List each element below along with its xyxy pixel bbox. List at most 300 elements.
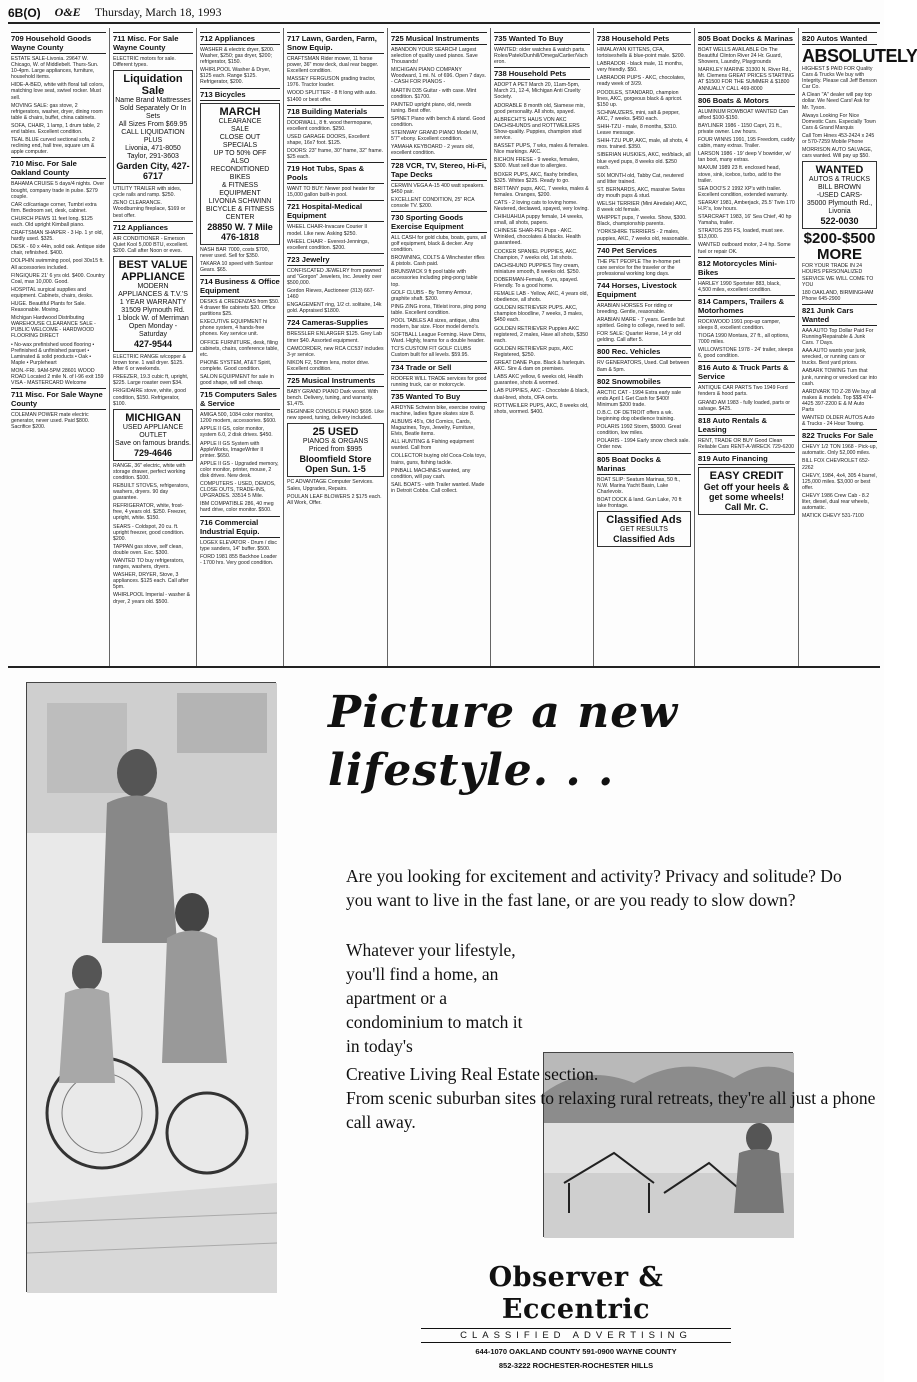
classified-column [491, 28, 594, 666]
classified-ad: SOFA, CHAIR, 1 lamp, 1 drum table, 2 end tables. Excellent condition. [11, 122, 100, 136]
classified-ad: MORRISON AUTO SALVAGE, cars wanted. Will pay up $50. [802, 147, 873, 160]
middle-paragraph: Whatever your lifestyle, you'll find a home, an apartment or a condominium to match it in today's [346, 940, 523, 1056]
family-photo [26, 682, 276, 1292]
classified-ad: AAA AUTO Top Dollar Paid For Running/Repairable & Junk Cars. 7 Days. [802, 327, 874, 347]
display-box-ad [698, 467, 795, 515]
box-ad-line: USED APPLIANCE [122, 423, 184, 431]
classified-ad: BEGINNER CONSOLE PIANO $695. Like new speed, tuning, delivery included. [287, 409, 384, 422]
classified-ad: REBUILT STOVES, refrigerators, washers, dryers. 90 day guarantee. [113, 482, 190, 502]
classified-column [695, 28, 799, 666]
box-ad-line: BEST VALUE APPLIANCE [118, 258, 188, 283]
classified-ad: BAHAMA CRUISE 5 days/4 nights. Over bought, company trade in pulse. $279 couple. [11, 181, 105, 200]
classified-ad: GOLF CLUBS - By Tommy Armour, graphite shaft. $200. [391, 289, 472, 302]
classified-ad: PINBALL MACHINES wanted, any condition, will pay cash. [391, 467, 471, 480]
classified-ad: ALBRECHT'S HAUS VON AKC DACHSHUNDS and ROTTWEILERS Show-quality. Puppies, champion stud service. [494, 116, 582, 142]
classified-ad: UTILITY TRAILER with sides, cycle rails and ramp. $250. [113, 186, 182, 199]
classified-ad: LABS AKC yellow, 6 weeks old, Health guarantee, shots & wormed. [494, 374, 583, 387]
classified-ad: FOR YOUR TRADE IN 24 HOURS PERSONALIZED SERVICE WE WILL COME TO YOU [802, 263, 874, 288]
box-ad-line: Save on famous brands. [115, 439, 191, 447]
classified-ad: TEAL BLUE curved sectional sofa, 2 reclining end, hall tree, square urn & apple computer. [11, 137, 95, 156]
classified-ad: SALON EQUIPMENT for sale in good shape, will sell cheap. [200, 373, 274, 387]
box-ad-line: 31509 Plymouth Rd. [121, 306, 185, 314]
classified-ad: HUGE. Beautiful Plants for Sale. Reasonable. Moving. [11, 301, 86, 314]
box-ad-line: Priced from $995 [308, 446, 363, 454]
display-box-ad [113, 70, 193, 184]
classified-ad: COCKER SPANIEL PUPPIES, AKC. Champion, 7 weeks old, 1st shots. [494, 248, 578, 261]
section-heading: 744 Horses, Livestock Equipment [597, 279, 691, 301]
box-ad-line: SALE [231, 125, 249, 133]
classified-ad: POULAN LEAF BLOWERS 2 $175 each. All Work, Offer. [287, 493, 382, 506]
classified-ad: ST. BERNARDS, AKC, massive Swiss dry mouth pups & stud. [597, 186, 685, 199]
classified-ad: ESTATE SALE-Livonia. 29647 W. Chicago, W. of Middlebelt. Thurs-Sun. 10-4pm. Large appliances, furniture, household items. [11, 56, 99, 81]
box-ad-line: GET RESULTS [620, 525, 668, 533]
section-heading: 820 Autos Wanted [802, 32, 877, 45]
section-heading: 822 Trucks For Sale [802, 429, 877, 442]
classified-ad: 180 OAKLAND, BIRMINGHAM Phone 645-2900 [802, 289, 874, 302]
classified-ad: CAR cd/carriage corner, Tumbri extra firm. Bedroom set, desk, cabinet. [11, 201, 97, 214]
classified-ad: CRAFTSMAN Rider mower, 11 horse power, 36" mow deck, dual rear bagger. Excellent condition. [287, 56, 379, 75]
section-heading: 805 Boat Docks & Marinas [597, 453, 691, 475]
classified-ad: WHEEL CHAIR - Everest-Jennings, excellent condition. $200. [287, 238, 369, 251]
classified-ad: HIGHEST $ PAID FOR Quality Cars & Trucks We buy with Integrity. Please call Jeff Benson Car Co. [802, 66, 877, 91]
display-box-ad [113, 409, 193, 461]
logo-subtitle: CLASSIFIED ADVERTISING [421, 1328, 731, 1343]
classified-ad: CRAFTSMAN SHAPER - 3 Hp. 1 yr old, hardly used. $325. [11, 230, 103, 243]
classified-ad: CHEVY, 1984, 4x4, 305 4 barrel, 125,000 miles. $3,000 or best offer. [802, 472, 877, 491]
classified-ad: ABANDON YOUR SEARCH! Largest selection of quality used pianos. Save Thousands! [391, 47, 478, 66]
classified-ad: NASH BAR 7000, costs $700, never used. Sell for $350. [200, 246, 269, 259]
classified-ad: Michigan Hardwood Distributing WAREHOUSE CLEARANCE SALE - PUBLIC WELCOME - HARDWOOD FLOORING DIRECT [11, 315, 96, 340]
classified-ad: APPLE II GS System with AppleWorks, ImageWriter II printer. $650. [200, 440, 264, 459]
issue-date: Thursday, March 18, 1993 [94, 5, 222, 19]
classified-ad: YORKSHIRE TERRIERS - 2 males, puppies, AKC, 7 weeks old, reasonable. [597, 229, 689, 242]
headline-line-2: lifestyle. . . [328, 745, 615, 796]
section-heading: 814 Campers, Trailers & Motorhomes [698, 295, 795, 317]
section-heading: 712 Appliances [113, 221, 193, 234]
classified-ad: TCI'S CUSTOM FIT GOLF CLUBS Custom built for all levels. $59.95. [391, 346, 472, 359]
box-ad-line: & FITNESS EQUIPMENT [219, 181, 261, 197]
classified-ad: DOLPHIN swimming pool, pool 30x15 ft. All accessories included. [11, 258, 104, 271]
phone-numbers-1: 644-1070 OAKLAND COUNTY 591-0900 WAYNE COUNTY [475, 1347, 677, 1356]
section-heading: 816 Auto & Truck Parts & Service [698, 361, 795, 383]
section-heading: 812 Motorcycles Mini-Bikes [698, 257, 795, 279]
section-heading: 802 Snowmobiles [597, 375, 691, 388]
section-heading: 719 Hot Tubs, Spas & Pools [287, 162, 384, 184]
box-ad-line: 427-9544 [133, 338, 173, 349]
classified-ad: SHIH-TZU PUP, AKC, male, all shots, 4 mos. trained. $350. [597, 138, 688, 151]
classified-ad: RANGE, 36" electric, white with storage drawer, perfect working condition. $100. [113, 462, 186, 481]
absolutely-banner: ABSOLUTELY [802, 46, 917, 66]
box-ad-line: CLOSE OUT SPECIALS [219, 133, 261, 149]
classified-column [594, 28, 695, 666]
classified-ad: SEARS - Coldspot, 20 cu. ft. upright freezer, good condition. $200. [113, 523, 185, 542]
classified-ad: CHINESE SHAR-PEI Pups - AKC. Wrinkled, chocolates & blacks. Health guaranteed. [494, 228, 581, 247]
box-ad-line: BICYCLE & FITNESS CENTER [205, 205, 275, 221]
classified-ad: LARSON 1986 - 19' deep V bowrider, w/ tan boot, many extras. [698, 151, 791, 164]
classified-ad: CHEVY 1/2 TON 1968 - Pick-up, automatic. Only 52,000 miles. [802, 444, 877, 457]
section-heading: 711 Misc. For Sale Wayne County [11, 388, 106, 410]
ad-headline [328, 684, 828, 800]
classified-ad: FEMALE LAB - Yellow, AKC, 4 years old, obedience, all shots. [494, 291, 588, 304]
classified-column [8, 28, 110, 666]
section-heading: 806 Boats & Motors [698, 94, 795, 107]
classified-ad: FREEZER, 19.3 cubic ft, upright, $225. Large roaster oven $34. [113, 374, 189, 387]
headline-line-1: Picture a new [328, 687, 679, 738]
publication-name: O&E [54, 5, 81, 19]
classified-ad: BILL FOX CHEVROLET 652-2262 [802, 458, 870, 471]
classified-ad: MARTIN D35 Guitar - with case. Mint condition. $1700. [391, 87, 477, 100]
box-ad-line: 729-4646 [133, 447, 173, 458]
display-box-ad [597, 511, 691, 547]
section-heading: 805 Boat Docks & Marinas [698, 32, 795, 45]
classified-column [284, 28, 388, 666]
logo-name: Observer & Eccentric [488, 1262, 664, 1325]
classified-ad: BOAT DOCK & land. Gun Lake, 70 ft lake frontage. [597, 496, 682, 509]
classified-ad: EXECUTIVE EQUIPMENT hi phone system, 4 hands-free phones. Key service unit. [200, 319, 268, 338]
display-box-ad [200, 103, 280, 245]
box-ad-line: Garden City, 427-6717 [116, 161, 190, 182]
classified-ad: SAIL BOATS - with Trailer wanted. Made in Detroit Cobbs. Call collect. [391, 481, 485, 494]
box-ad-line: Taylor, 291-3603 [127, 153, 179, 161]
trade-in-price-banner: $200-$500 MORE [803, 230, 876, 264]
classified-ad: ARCTIC CAT - 1994 Extra early sale ends April 1 Get Cash for $400! Minimum $200 trade. [597, 389, 681, 408]
box-ad-line: Open Monday - Saturday [128, 322, 178, 338]
classified-ad: AIR CONDITIONER - Emerson Quiet Kool 5,000 BTU, excellent. $200. Call after Noon or eves. [113, 235, 189, 254]
classified-ad: BAYLINER 1986 - 1150 Capri, 21 ft., private owner. Low hours. [698, 122, 782, 135]
classified-ad: THE PET PEOPLE The in-home pet care service for the traveler or the professional working long days. [597, 258, 681, 277]
classified-ad: WILLOWSTONE 1978 - 24' trailer, sleeps 6, good condition. [698, 347, 794, 360]
classified-ad: CERWIN VEGA A-15 400 watt speakers. $450 pair. [391, 182, 485, 195]
classified-ad: SEA DOO'S 2 1992 XP's with trailer. Excellent condition, extended warranty. [698, 185, 788, 198]
classified-ad: NIKON F2, 50mm lens, motor drive. Excellent condition. [287, 359, 370, 372]
classified-ad: WASHER, DRYER, Stove, 3 appliances. $125 each. Call after 5pm. [113, 572, 189, 591]
classified-ad: YAMAHA KEYBOARD - 2 years old, excellent condition. [391, 144, 474, 157]
classified-ad: BOAT SLIP: Seaturn Marinas, 50 ft., N.W. Marina Yacht Basin, Lake Charlevoix. [597, 476, 681, 495]
classified-ad: CONFISCATED JEWELRY from pawned and "Gorgon" Jewelers, Inc. Jewelry over $500,000. [287, 267, 382, 286]
section-heading: 740 Pet Services [597, 244, 691, 257]
section-heading: 721 Hospital-Medical Equipment [287, 200, 384, 222]
box-ad-line: MICHIGAN [125, 411, 181, 424]
classified-ad: WOOD SPLITTER - 8 ft long with auto. $1400 or best offer. [287, 90, 377, 103]
classified-ad: WANTED OLDER AUTOS Auto & Trucks - 24 Hour Towing. [802, 415, 875, 428]
classified-column [197, 28, 284, 666]
classified-ad: BABY GRAND PIANO Dark wood. With bench. Delivery, tuning, and warranty. $1,475. [287, 389, 378, 408]
section-heading: 709 Household Goods Wayne County [11, 32, 106, 54]
classified-ad: ELECTRIC motors for sale. Different types. [113, 56, 176, 69]
classified-ad: POLARIS - 1994 Early snow check sale. Order now. [597, 438, 690, 451]
box-ad-line: WANTED [815, 164, 864, 177]
section-heading: 735 Wanted To Buy [391, 390, 487, 403]
box-ad-line: Name Brand Mattresses [115, 97, 191, 105]
section-heading: 715 Computers Sales & Service [200, 388, 280, 410]
box-ad-line: EASY CREDIT [709, 469, 784, 482]
classified-ad: MATICK CHEVY 531-7100 [802, 513, 864, 520]
classified-ad: ROCKWOOD 1991 pop-up camper, sleeps 8, excellent condition. [698, 318, 781, 331]
classified-ad: SIBERIAN HUSKIES, AKC, red/black, all blue eyed pups, 8 weeks old. $250 each. [597, 152, 691, 171]
intro-paragraph: Are you looking for excitement and activity? Privacy and solitude? Do you want to live in the fast lane, or are you ready to slow down? [346, 866, 842, 910]
classified-ad: CAMCORDER, new RCA CC537 includes 3-yr service. [287, 345, 384, 358]
classified-ad: FINGIQURE 21' 6 yrs old. $400. Country Coal, max 10,000. Good. [11, 272, 105, 285]
closing-line-1: Creative Living Real Estate section. [346, 1064, 599, 1084]
classified-ad: STRATOS 255 FS, loaded, must see. $13,000. [698, 228, 785, 241]
section-heading: 728 VCR, TV, Stereo, Hi-Fi, Tape Decks [391, 160, 487, 179]
section-heading: 723 Jewelry [287, 253, 384, 266]
classified-ad: • No-wax prefinished wood flooring • Prefinished & unfinished parquet • Laminated & solid products • Oak • Maple • Purpleheart [11, 341, 95, 366]
classified-ad: FOUR WINNS 1991, 195 Freedom, cuddy cabin, many extras. Trailer. [698, 137, 795, 150]
section-heading: 718 Building Materials [287, 105, 384, 118]
classified-ad: GOLDEN RETRIEVER pups, AKC Registered, $250. [494, 345, 573, 358]
box-ad-line: 1 YEAR WARRANTY [119, 298, 187, 306]
ad-intro-text [346, 864, 866, 912]
classified-ad: COLEMAN POWER mate electric generator, never used. Paid $800. Sacrifice $200. [11, 412, 90, 431]
box-ad-line: Liquidation Sale [123, 73, 183, 98]
classified-ad: HIMALAYAN KITTENS, CFA, tortoiseshells & blue-point male. $200. [597, 47, 685, 60]
classified-ad: ADORABLE 8 month old, Siamese mix, good personality. All shots, spayed. [494, 102, 585, 115]
real-estate-display-ad [8, 672, 880, 1372]
classified-ad: ARABIAN MARE - 7 years. Gentle but spirited. Going to college, need to sell. [597, 317, 685, 330]
section-heading: 734 Trade or Sell [391, 361, 487, 374]
classified-ad: ENGAGEMENT ring, 1/2 ct. solitaire, 14k gold. Appraised $1800. [287, 302, 382, 315]
family-photo-illustration [27, 683, 277, 1293]
section-heading: 713 Bicycles [200, 88, 280, 101]
section-heading: 725 Musical Instruments [391, 32, 487, 45]
classified-ad: SOFTBALL League Forming. Have Dims, Ward. Highly, teams for a double header. [391, 332, 487, 345]
observer-eccentric-logo [421, 1262, 731, 1371]
classified-ad: BOXER PUPS, AKC, flashy brindles, $325. Whites $225. Ready to go. [494, 171, 579, 184]
classified-ad: REFRIGERATOR, white, frost-free, 4 years old. $250. Freezer, upright, white. $150. [113, 503, 187, 522]
classified-ad: BRESSLER ENLARGER $125. Grey Lab timer $40. Assorted equipment. [287, 331, 382, 344]
classified-ad: WHIRLPOOL Imperial - washer & dryer, 2 years old. $500. [113, 592, 191, 605]
classified-ad: ARABIAN HORSES For riding or breeding. Gentle, reasonable. [597, 302, 673, 315]
classified-ad: DOORS: 23" frame, 30" frame, 32" frame. $25 each. [287, 148, 384, 161]
classified-ad: DOBERMAN-Female, 6 yrs, spayed. Friendly. To a good home. [494, 276, 579, 289]
section-heading: 710 Misc. For Sale Oakland County [11, 157, 106, 179]
classified-ad: TAPPAN gas stove, self clean, double oven. Exc. $300. [113, 543, 183, 556]
section-heading: 716 Commercial Industrial Equip. [200, 516, 280, 538]
classified-ad: BRITTANY pups, AKC, 7 weeks, males & females. Oranges, $200. [494, 185, 589, 198]
box-ad-line: Classified Ads [613, 533, 675, 544]
box-ad-line: Livonia, 471-8050 [125, 145, 181, 153]
section-heading: 717 Lawn, Garden, Farm, Snow Equip. [287, 32, 384, 54]
classified-ad: STEINWAY GRAND PIANO Model M, 5'7" ebony. Excellent condition. [391, 130, 478, 143]
classified-ad: ELECTRIC RANGE w/copper & brown tone. 1 wall dryer. $125. After 6 or weekends. [113, 353, 186, 373]
classified-ad: MASSEY FERGUSON grading tractor, 1976. Tractor loader. [287, 76, 376, 89]
box-ad-line: MARCH [219, 105, 261, 118]
classified-ad: WANTED TO buy refrigerators, ranges, washers, dryers. [113, 558, 185, 571]
classified-ad: TAKARA 10 speed with Suntour Gears. $65. [200, 260, 274, 273]
page-number: 6B(O) [8, 6, 41, 20]
classified-ad: SHIH-TZU - male, 8 months, $310. Leave message. [597, 124, 678, 137]
box-ad-line: CLEARANCE [218, 117, 262, 125]
section-heading: 711 Misc. For Sale Wayne County [113, 32, 193, 54]
classified-ad: BASSET PUPS, 7 wks, males & females. Nice markings. AKC. [494, 143, 589, 156]
classified-ad: AARDVARK TO Z-28 We buy all makes & models. Top $$$ 474-4425 397-2200 E & M Auto Parts [802, 388, 877, 413]
classified-ad: ADOPT A PET March 20, 11am-5pm, March 21, 12-4, Michigan Anti Cruelty Society. [494, 82, 581, 101]
box-ad-line: CALL LIQUIDATION PLUS [121, 129, 185, 145]
box-ad-line: Classified Ads [606, 513, 682, 526]
classified-ad: POODLES, STANDARD, champion lines, AKC, gorgeous black & apricot. $150 up. [597, 89, 683, 108]
classified-ad: ALL HUNTING & Fishing equipment wanted. Call from [391, 439, 474, 452]
closing-line-2: From scenic suburban sites to relaxing rural retreats, they're all just a phone call away. [346, 1088, 876, 1132]
classified-ad: HARLEY 1990 Sportster 883, black, 4,500 miles, excellent condition. [698, 280, 781, 293]
classified-ad: ANTIQUE CAR PARTS Two 1949 Ford fenders & hood parts. [698, 385, 788, 398]
box-ad-line: 35000 Plymouth Rd., Livonia [806, 200, 873, 216]
classified-ad: SPINET Piano with bench & stand. Good condition. [391, 115, 486, 129]
classified-ad: SIX MONTH old, Tabby Cat, neutered and litter trained. [597, 172, 684, 185]
classified-ad: POOL TABLES All sizes, antique, ultra modern, bar size. Floor model demo's. [391, 318, 480, 331]
classified-ad: PC ADVANTAGE Computer Services. Sales, Upgrades, Repairs. [287, 479, 374, 492]
box-ad-line: Bloomfield Store Open Sun. 1-5 [299, 454, 372, 475]
classified-ad: WANTED outboard motor, 2-4 hp. Some fuel or repair OK. [698, 242, 791, 255]
section-heading: 725 Musical Instruments [287, 374, 384, 387]
classified-ad: LABRADOR - black male, 11 months, very friendly. $50. [597, 61, 684, 74]
classified-ad: Call Tom Hines 453-2424 x 245 or 570-7259 Mobile Phone [802, 132, 875, 146]
section-heading: 724 Cameras-Supplies [287, 316, 384, 329]
classified-ad: ALL CASH for gold clubs, boats, guns, all golf equipment, black & decker. Any condition. [391, 234, 486, 254]
classified-ad: POLARIS 1992 Storm, $5000. Great condition, low miles. [597, 424, 681, 437]
classified-ad: PING ZING irons, Titleist irons, ping pong table. Excellent condition. [391, 303, 487, 316]
classified-ad: LAB PUPPIES, AKC - Chocolate & black, dual-bred, shots, OFA certs. [494, 388, 589, 401]
classified-ad: CHIHUAHUA puppy female, 14 weeks, small, all shots, papers. [494, 214, 584, 227]
section-heading: 819 Auto Financing [698, 452, 795, 465]
section-heading: 712 Appliances [200, 32, 280, 45]
classified-column [110, 28, 197, 666]
classified-ad: HOSPITAL surgical supplies and equipment. Cabinets, chairs, desks. [11, 286, 94, 299]
classified-ad: IBM COMPATIBLE 286, 40 meg hard drive, color monitor. $500. [200, 501, 274, 514]
classified-ad: Always Looking For Nice Domestic Cars. Especially Town Cars & Grand Marquis [802, 112, 876, 131]
box-ad-line: UP TO 50% OFF [213, 149, 267, 157]
classified-ad: Gordon Rieves, Auctioneer (313) 667-1460 [287, 288, 375, 301]
classified-ad: PHONE SYSTEM, AT&T Spirit, complete. Good condition. [200, 359, 272, 372]
classified-ad: AMIGA 500, 1084 color monitor, 1200 modem, accessories. $600. [200, 412, 277, 425]
classified-ad: WANT TO BUY: Newer pool heater for 15,000 gallon built-in pool. [287, 186, 376, 199]
classified-ad: ROOFER WILL TRADE services for good running truck, car or motorcycle. [391, 375, 487, 388]
box-ad-line: 1 block W. of Merriman [117, 314, 189, 322]
classified-ad: MON.-FRI. 9AM-5PM 28601 WOOD ROAD Located 2 mile N. of I-96 exit 159 VISA - MASTERCARD Welcome [11, 367, 104, 387]
section-heading: 730 Sporting Goods Exercise Equipment [391, 211, 487, 233]
classified-ad: MICHIGAN PIANO COMPANY Woodward, 1 mi. N. of 696. Open 7 days. - CASH FOR PIANOS - [391, 67, 487, 86]
classified-ad: CHEVY 1986 Crew Cab - 8.2 liter, diesel, dual rear wheels, automatic. [802, 492, 870, 512]
classified-ad: WHIRLPOOL Washer & Dryer, $125 each. Range $125. Refrigerator, $200. [200, 67, 271, 86]
display-box-ad [287, 423, 384, 477]
classified-ad: RV GENERATORS, Used. Call between 8am & 5pm. [597, 360, 690, 373]
box-ad-line: AUTOS & TRUCKS [808, 176, 871, 184]
phone-numbers-2: 852-3222 ROCHESTER-ROCHESTER HILLS [498, 1361, 654, 1370]
box-ad-line: PIANOS & ORGANS [302, 438, 369, 446]
ad-closing-text [346, 1062, 876, 1134]
classified-ad: LOGEX ELEVATOR - Drum / disc type sanders, 14" buffer. $500. [200, 539, 277, 552]
section-heading: 821 Junk Cars Wanted [802, 304, 877, 326]
box-ad-line: OUTLET [139, 431, 167, 439]
classified-ad: CHURCH PEWS 11 feet long. $125 each. Old upright Kimball piano. [11, 215, 93, 228]
box-ad-line: Get off your heels & get some wheels! Call Mr. C. [703, 481, 790, 512]
classified-ad: GRAND AM 1983 - fully loaded, parts or salvage. $425. [698, 399, 790, 412]
classified-ad: D.B.C. OF DETROIT offers a wk. beginning dog obedience training. [597, 409, 675, 423]
display-box-ad [113, 256, 193, 352]
classified-ad: APPLE II GS, color monitor, system 6.0, 2 disk drives. $450. [200, 426, 273, 439]
section-heading: 738 Household Pets [494, 67, 590, 80]
classified-ad: WANTED: older watches & watch parts. Rolex/Patek/Dunhill/Omega/Cartier/Vacheron. [494, 47, 588, 66]
classified-ad: GOLDEN RETRIEVER Puppies AKC registered, 2 males, Have all shots, $350 each. [494, 325, 589, 344]
classified-ad: WHIPPET pups, 7 weeks. Show, $300. Black, championship parents. [597, 215, 687, 228]
classified-ad: FOR SALE: Quarter Horse, 14 yr old gelding. Call after 5. [597, 331, 682, 344]
box-ad-line: Sold Separately Or In Sets [119, 105, 187, 121]
classified-ad: BICHON FRESE - 9 weeks, females, $300. Must sell due to allergies. [494, 157, 580, 170]
classified-column [799, 28, 917, 666]
classified-ad: ZENO CLEARANCE. Woodburning fireplace, $169 or best offer. [113, 200, 186, 219]
box-ad-line: 25 USED [312, 426, 359, 439]
box-ad-line: MODERN APPLIANCES & T.V.'S [118, 282, 188, 298]
box-ad-line: 28850 W. 7 Mile 476-1818 [207, 221, 273, 242]
ad-middle-text [346, 938, 531, 1058]
classified-ad: ROTTWEILER PUPS, AKC, 8 weeks old, shots, wormed. $400. [494, 402, 589, 415]
classified-ad: A Clean "A" dealer will pay top dollar. We Need Cars! Ask for Mr. Tyson. [802, 92, 872, 111]
classified-ad: DESK - 60 x 44in, solid oak. Antique side chair, refinished. $400. [11, 244, 106, 257]
classified-ad: FRIGIDAIRE stove, white, good condition, $150. Refrigerator, $100. [113, 388, 186, 407]
classified-ad: SEARAY 1981, Amberjack, 25.5' Twin 170 H.P.'s, low hours. [698, 199, 795, 212]
classified-ad: CATS - 2 loving cats to loving home. Neutered, declawed, spayed, very loving. [494, 199, 589, 212]
classified-ad: BOAT WELLS AVAILABLE On The Beautiful Clinton River 24 Hr. Guard, Showers, Laundry, Playgrounds [698, 47, 782, 66]
section-heading: 738 Household Pets [597, 32, 691, 45]
classified-ad: MAXUM 1989 23 ft. enclosed head, stove, sink, icebox, turbo, add to the trailer. [698, 165, 782, 184]
classified-ad: OFFICE FURNITURE, desk, filing cabinets, chairs, conference table, etc. [200, 339, 279, 358]
box-ad-line: All Sizes From $69.95 [118, 121, 188, 129]
classified-ad: GREAT DANE Pups. Black & harlequin. AKC. Sire & dam on premises. [494, 360, 586, 373]
classified-ad: FORD 1981 855 Backhoe Loader - 1700 hrs. Very good condition. [200, 553, 277, 566]
box-ad-line: -USED CARS- [816, 192, 863, 200]
classified-ad: BRUNSWICK 9 ft pool table with accessories including ping-pong table top. [391, 269, 478, 288]
box-ad-line: LIVONIA SCHWINN [208, 197, 272, 205]
classified-ad: LABRADOR PUPS - AKC, chocolates, ready week of 3/29. [597, 75, 686, 88]
classified-ad: PAINTED upright piano, old, needs tuning. Best offer. [391, 101, 472, 114]
classified-ad: MOVING SALE: gas stove, 2 refrigerators, washer, dryer, dining room table & chairs, buffet, china cabinets. [11, 102, 103, 121]
classified-ad: BROWNING, COLTS & Winchester rifles & pistols. Cash paid. [391, 255, 485, 268]
classified-columns [8, 28, 917, 668]
classified-ad: EXCELLENT CONDITION, 25" RCA console TV. $200. [391, 196, 475, 209]
box-ad-line: BILL BROWN [818, 184, 861, 192]
classified-ad: APPLE II GS - Upgraded memory, color monitor, printer, mouse, 2 disk drives. New desk. [200, 460, 279, 479]
classified-ad: RENT, TRADE OR BUY Good Clean Reliable Cars RENT-A-WRECK 729-6200 [698, 437, 795, 450]
display-box-ad [802, 161, 877, 229]
classified-ad: AIRDYNE Schwinn bike, exercise rowing machine, ladies figure skates size 8. [391, 404, 485, 417]
masthead [8, 4, 880, 24]
classified-ad: GOLDEN RETRIEVER PUPS. AKC, champion bloodline, 7 weeks, 3 males, $450 each. [494, 305, 584, 324]
box-ad-line: 522-0030 [820, 216, 859, 227]
classified-ad: MARKLEY MARINE 31300 N. River Rd., Mt. Clemens GREAT PRICES STARTING AT $1500 FOR THE SUMMER & $1800 ANNUALLY CALL 469-8000 [698, 67, 794, 92]
classified-ad: COMPUTERS - USED, DEMOS, CLOSE OUTS, TRADE-INS, UPGRADES. 33514 5 Mile. [200, 481, 276, 500]
section-heading: 800 Rec. Vehicles [597, 345, 691, 358]
classified-ad: TIOGA 1990 Montara, 27 ft., all options, 7000 miles. [698, 333, 790, 346]
classified-ad: DESKS & CREDENZAS from $50. 4 drawer file cabinets $20. Office partitions $25. [200, 298, 280, 318]
classified-ad: DOORWALL, 8 ft. wood thermopane, excellent condition. $250. [287, 119, 373, 132]
section-heading: 714 Business & Office Equipment [200, 276, 280, 295]
classified-column [388, 28, 491, 666]
classified-ad: STARCRAFT 1983, 16' Sea Chief, 40 hp Yamaha, trailer. [698, 214, 792, 227]
classified-ad: WASHER & electric dryer, $200. Washer, $250; gas dryer, $200; refrigerator, $150. [200, 47, 275, 66]
classified-ad: SCHNAUZERS, mini, salt & pepper, AKC, 7 weeks. $450 each. [597, 109, 680, 122]
classified-ad: COLLECTOR buying old Coca-Cola toys, trains, guns, fishing tackle. [391, 453, 487, 466]
classified-ad: AAA AUTO wants your junk, wrecked, or running cars or trucks. Best yard prices. [802, 348, 867, 367]
section-heading: 735 Wanted To Buy [494, 32, 590, 45]
classified-ad: ALUMINUM ROWBOAT WANTED Can afford $100-$150. [698, 108, 789, 121]
classified-ad: WHEEL CHAIR-Invacare Courier II model. Like new. Asking $250. [287, 224, 368, 237]
classified-ad: USED GARAGE DOORS, Excellent shape, 16x7 foot. $125. [287, 133, 370, 146]
classified-ad: AABARK TOWING Turn that junk, running or wrecked car into cash. [802, 368, 877, 387]
classified-ad: ALBUMS 45's, Old Comics, Cards, Magazines, Toys, Jewelry, Furniture, Elvis, Beatle items. [391, 418, 475, 438]
classified-ad: WELSH TERRIER (Mini Airedale) AKC, 8 week old female. [597, 201, 688, 214]
section-heading: 818 Auto Rentals & Leasing [698, 414, 795, 436]
classified-ad: DACHSHUND PUPPIES Tiny cream, miniature smooth, 8 weeks old. $250. [494, 262, 580, 275]
